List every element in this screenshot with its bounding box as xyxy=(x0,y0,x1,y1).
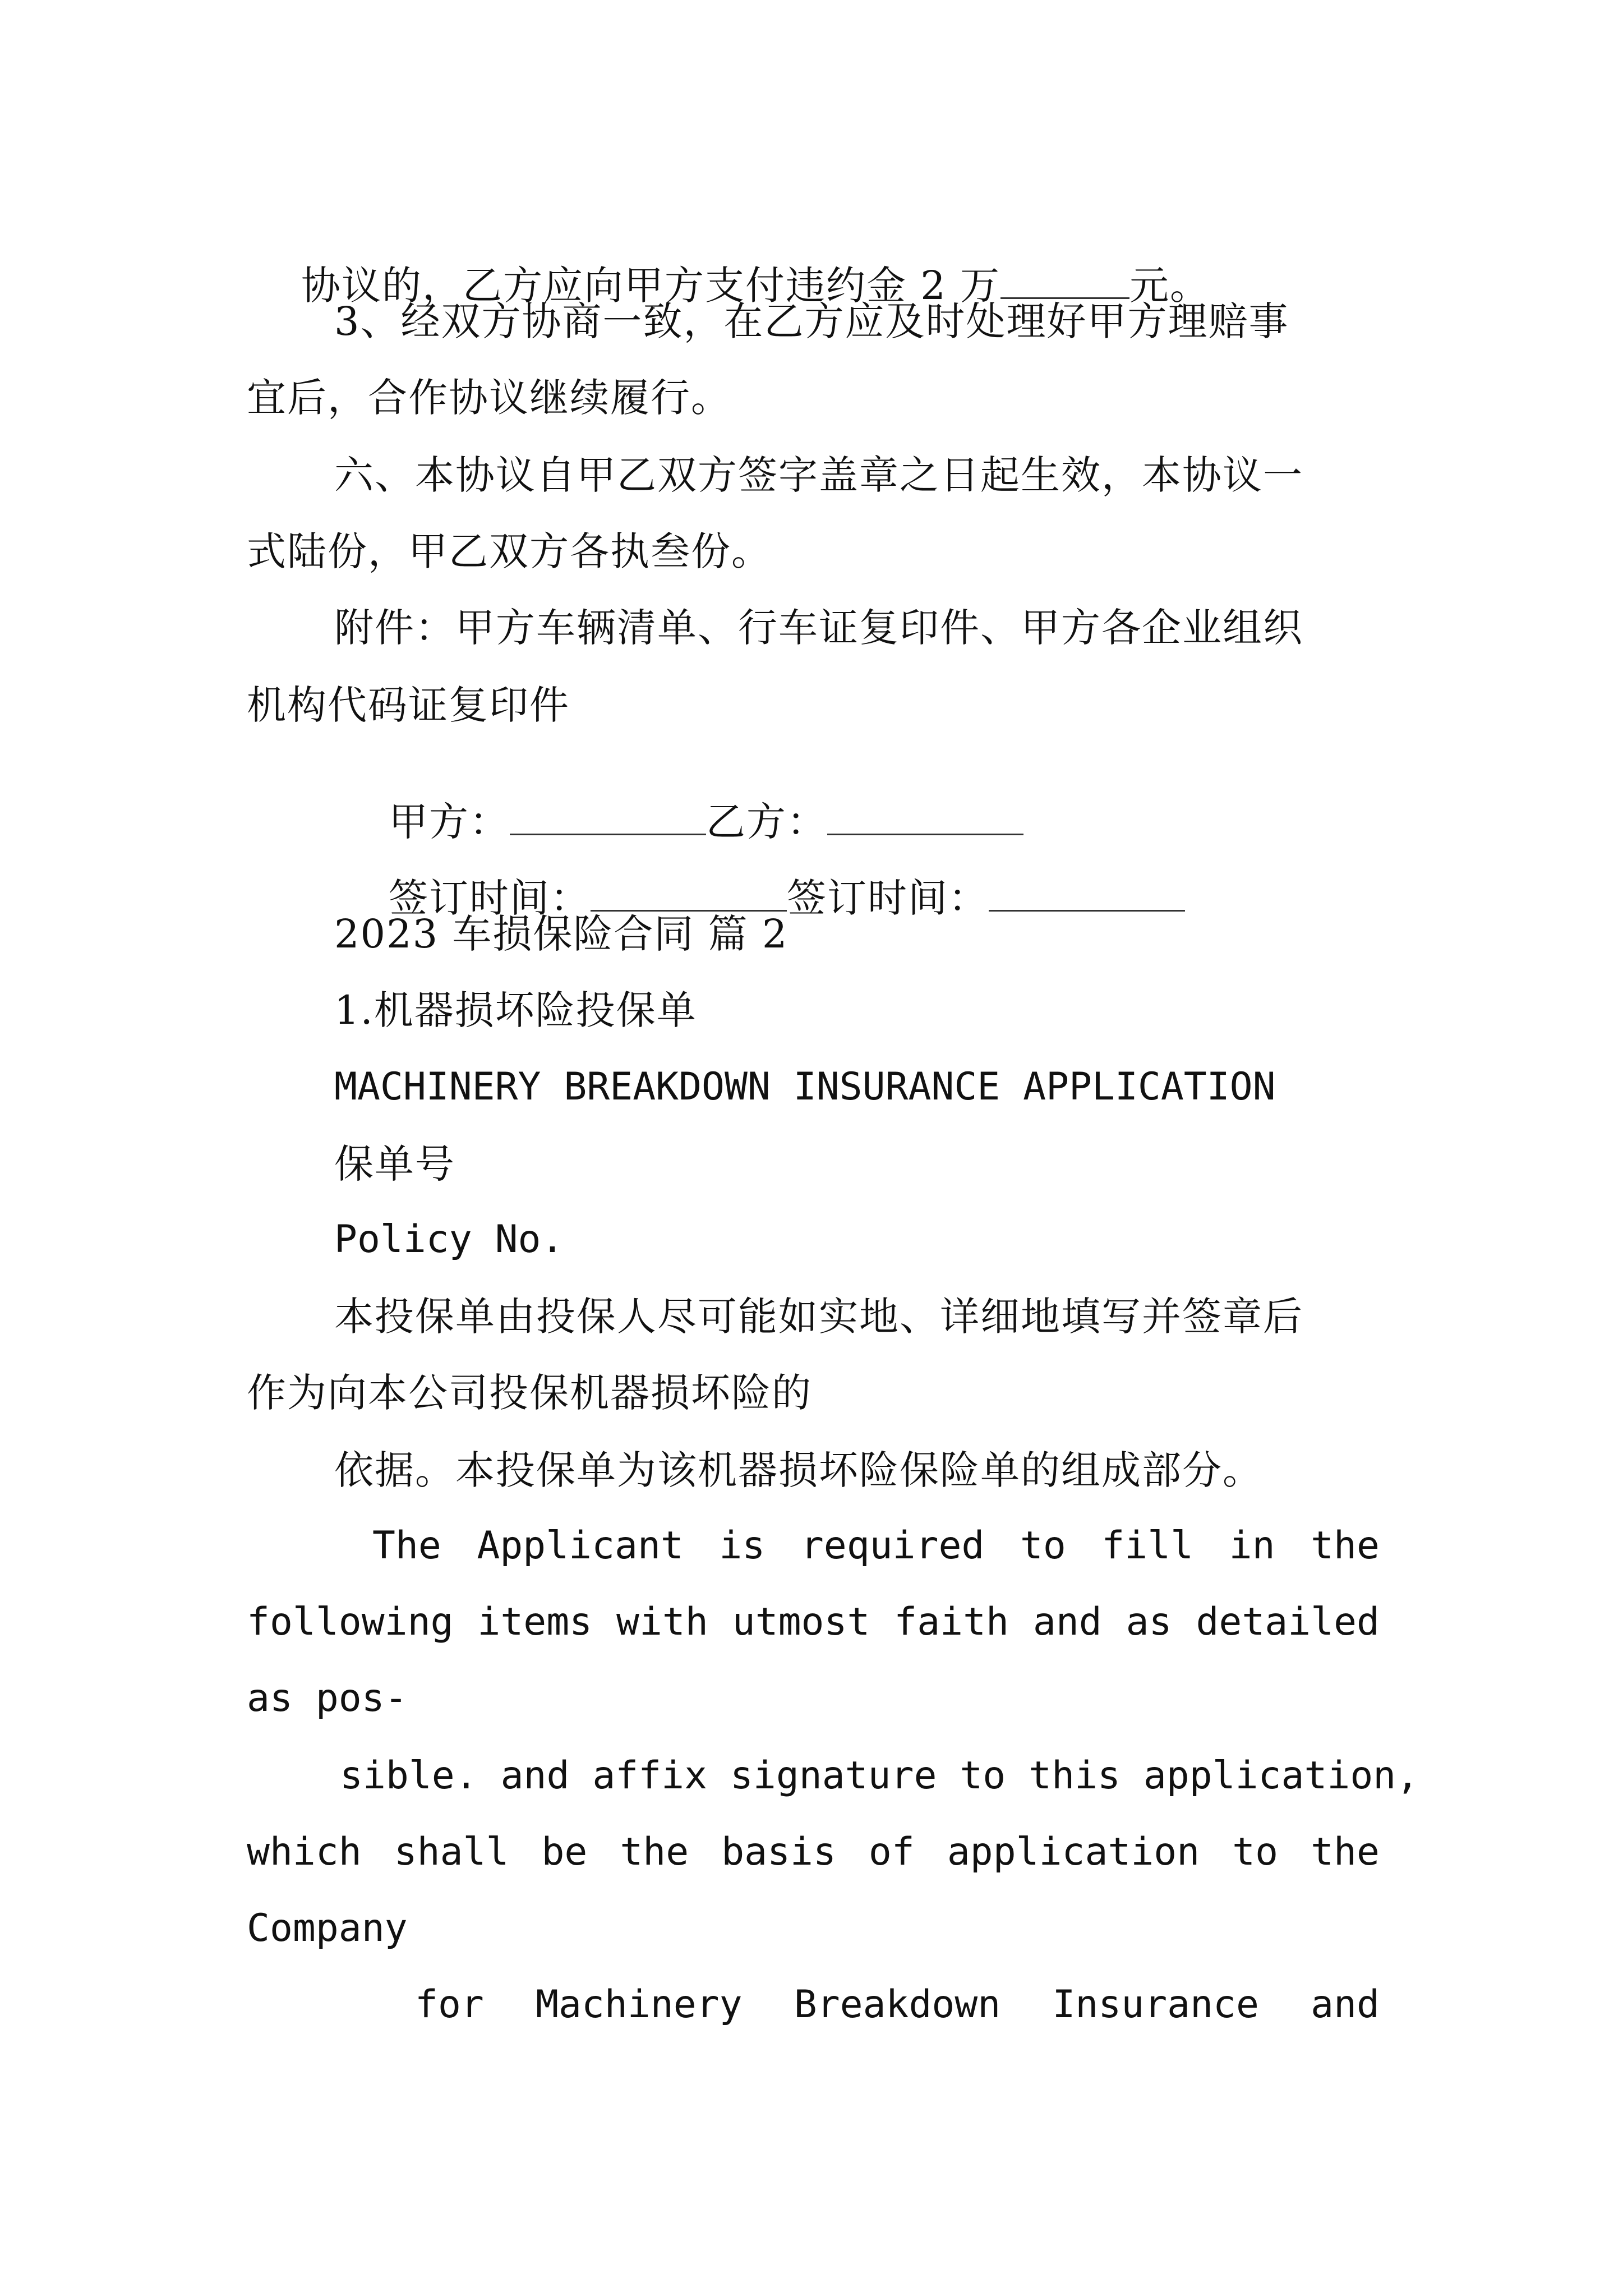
word: shall xyxy=(394,1830,509,1874)
text-line: 作为向本公司投保机器损坏险的 xyxy=(247,1370,812,1416)
word: Machinery xyxy=(536,1982,743,2027)
party-b-label: 乙方： xyxy=(706,799,828,845)
text-segment: 协议的，乙方应向甲方支付违约金 2 万 xyxy=(301,263,1001,309)
word: detailed xyxy=(1196,1600,1380,1644)
text-line: 本投保单由投保人尽可能如实地、详细地填写并签章后 xyxy=(334,1294,1303,1340)
word: basis xyxy=(721,1830,836,1874)
word: and xyxy=(1311,1982,1380,2027)
word: for xyxy=(415,1982,484,2027)
justified-line xyxy=(247,1600,1380,1644)
word: application xyxy=(947,1830,1200,1874)
word: be xyxy=(541,1830,588,1874)
text-line: sible. and affix signature to this application, xyxy=(340,1754,1419,1798)
word: and xyxy=(1032,1600,1102,1644)
justified-line xyxy=(415,1982,1380,2027)
word: following xyxy=(247,1600,454,1644)
fill-in-blank xyxy=(1000,265,1129,299)
justified-line xyxy=(247,1830,1380,1874)
form-title-english: MACHINERY BREAKDOWN INSURANCE APPLICATION xyxy=(334,1065,1276,1109)
word: of xyxy=(868,1830,915,1874)
section-heading: 2023 车损保险合同 篇 2 xyxy=(334,911,789,957)
word: in xyxy=(1229,1524,1275,1568)
signing-date-blank-b xyxy=(989,877,1185,912)
text-line: 3、经双方协商一致，在乙方应及时处理好甲方理赔事 xyxy=(334,298,1289,344)
party-a-label: 甲方： xyxy=(389,799,510,845)
word: to xyxy=(1020,1524,1066,1568)
text-line: 宜后，合作协议继续履行。 xyxy=(247,375,731,421)
signing-date-label-b: 签订时间： xyxy=(787,875,989,921)
text-line: 依据。本投保单为该机器损坏险保险单的组成部分。 xyxy=(334,1447,1263,1493)
text-line: 附件：甲方车辆清单、行车证复印件、甲方各企业组织 xyxy=(334,605,1303,651)
word: required xyxy=(800,1524,985,1568)
word: is xyxy=(719,1524,766,1568)
word: which xyxy=(247,1830,362,1874)
word: the xyxy=(620,1830,689,1874)
text-line: Company xyxy=(247,1906,408,1950)
form-title: 1.机器损坏险投保单 xyxy=(334,987,697,1033)
word: with xyxy=(616,1600,708,1644)
word: as xyxy=(1126,1600,1172,1644)
word: items xyxy=(477,1600,593,1644)
word: The xyxy=(372,1524,441,1568)
word: faith xyxy=(894,1600,1009,1644)
text-line: 机构代码证复印件 xyxy=(247,682,570,728)
word: Insurance xyxy=(1052,1982,1259,2027)
signing-date-blank-a xyxy=(591,877,787,912)
word: Breakdown xyxy=(794,1982,1001,2027)
party-a-blank xyxy=(510,801,706,835)
signing-date-label-a: 签订时间： xyxy=(389,875,591,921)
word: utmost xyxy=(732,1600,870,1644)
word: the xyxy=(1311,1830,1380,1874)
word: Applicant xyxy=(477,1524,684,1568)
text-line: as pos- xyxy=(247,1676,408,1720)
word: the xyxy=(1311,1524,1380,1568)
party-b-blank xyxy=(827,801,1023,835)
text-line: 式陆份，甲乙双方各执叁份。 xyxy=(247,528,772,574)
word: to xyxy=(1232,1830,1279,1874)
policy-number-label-english: Policy No. xyxy=(334,1217,564,1262)
justified-line xyxy=(372,1524,1380,1568)
text-line: 六、本协议自甲乙双方签字盖章之日起生效，本协议一 xyxy=(334,452,1303,498)
text-segment: 元。 xyxy=(1129,263,1211,309)
word: fill xyxy=(1101,1524,1194,1568)
policy-number-label: 保单号 xyxy=(334,1141,455,1187)
